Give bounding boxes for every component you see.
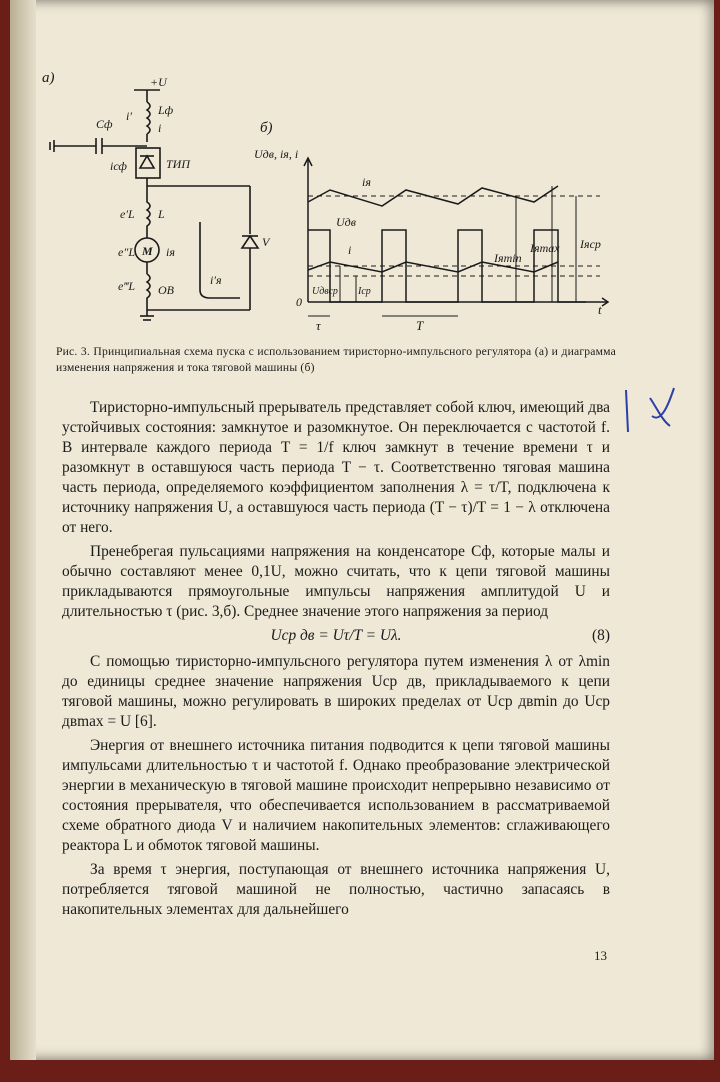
panel-a-label: a): [42, 70, 55, 86]
formula-text: Uср дв = Uτ/T = Uλ.: [270, 627, 402, 644]
label-iyamin: Iяmin: [494, 251, 522, 265]
paragraph: Пренебрегая пульсациями напряжения на конденсаторе Cф, которые малы и обычно составляют менее 0,1U, можно считать, что к цепи тяговой машины прикладываются прямоугольные импульсы напряжения амплитудой U и длительностью τ (рис. 3,б). Среднее значение этого напряжения за период: [62, 543, 610, 620]
label-el3: e‴L: [118, 279, 136, 293]
paragraph: За время τ энергия, поступающая от внешнего источника напряжения U, потребляется тяговой машиной не полностью, частично запасаясь в накопительных элементах для дальнейшего: [62, 861, 610, 918]
page-number: 13: [594, 948, 607, 963]
paragraph: С помощью тиристорно-импульсного регулятора путем изменения λ от λmin до единицы среднее значение напряжения Uср дв, прикладываемого к цепи тяговой машины, можно регулировать в широких пределах от Uср двmin до Uср двmax = U [6].: [62, 653, 610, 730]
label-iyamax: Iяmax: [530, 241, 560, 255]
label-b-i: i: [348, 243, 352, 257]
label-i-prime: i′: [126, 109, 132, 123]
label-motor: M: [142, 244, 153, 258]
body-text: [62, 398, 610, 924]
figure-svg: [40, 62, 620, 332]
formula-8: [62, 626, 610, 646]
formula-number: (8): [592, 627, 610, 644]
book-page: [10, 0, 714, 1060]
circuit-schematic: [50, 90, 258, 320]
label-isr: Iср: [358, 286, 371, 297]
label-tip: ТИП: [166, 157, 191, 171]
pen-mark-icon: [622, 380, 682, 440]
figure-3: [40, 62, 620, 332]
page-gutter: [10, 0, 36, 1060]
label-lf: Lф: [158, 103, 174, 117]
label-cf: Cф: [96, 117, 113, 131]
label-ov: ОВ: [158, 283, 174, 297]
label-iyasr: Iяср: [580, 237, 601, 251]
label-i: i: [158, 121, 162, 135]
label-icf: iсф: [110, 159, 127, 173]
label-supply: +U: [150, 75, 167, 89]
paragraph: Тиристорно-импульсный прерыватель представляет собой ключ, имеющий два устойчивых состояния: замкнутое и разомкнутое. Он переключается с частотой f. В интервале каждого периода T = 1/f ключ замкнут в течение времени τ и разомкнут в оставшуюся часть периода T − τ. Соответственно тяговая машина часть периода, определяемого коэффициентом заполнения λ = τ/T, подключена к источнику напряжения U, а оставшуюся часть периода (T − τ)/T = 1 − λ отключена от него.: [62, 399, 610, 536]
label-iya-prime: i′я: [210, 273, 222, 287]
label-el2: e″L: [118, 245, 135, 259]
label-tau: τ: [316, 318, 321, 332]
figure-caption: Рис. 3. Принципиальная схема пуска с использованием тиристорно-импульсного регулятора (а) и диаграмма изменения напряжения и тока тяговой машины (б): [56, 345, 616, 374]
label-udvsr: Uдвср: [312, 286, 338, 297]
panel-b-label: б): [260, 120, 273, 136]
paragraph: Энергия от внешнего источника питания подводится к цепи тяговой машины импульсами длительностью τ и частотой f. Однако преобразование электрической энергии в механическую в тяговой машине происходит непрерывно независимо от состояния прерывателя, что обеспечивается использованием в рассматриваемой схеме обратного диода V и наличием накопительных элементов: сглаживающего реактора L и обмоток тяговой машины.: [62, 737, 610, 854]
label-x-axis: t: [598, 302, 602, 317]
waveform-diagram: [304, 158, 608, 316]
label-b-iya: iя: [362, 175, 371, 189]
label-l: L: [158, 207, 165, 221]
label-origin: 0: [296, 295, 302, 309]
label-b-udv: Uдв: [336, 215, 356, 229]
label-y-axis: Uдв, iя, i: [254, 147, 299, 161]
label-el1: e′L: [120, 207, 135, 221]
label-diode: V: [262, 235, 270, 249]
label-period: T: [416, 318, 424, 332]
label-iya: iя: [166, 245, 175, 259]
